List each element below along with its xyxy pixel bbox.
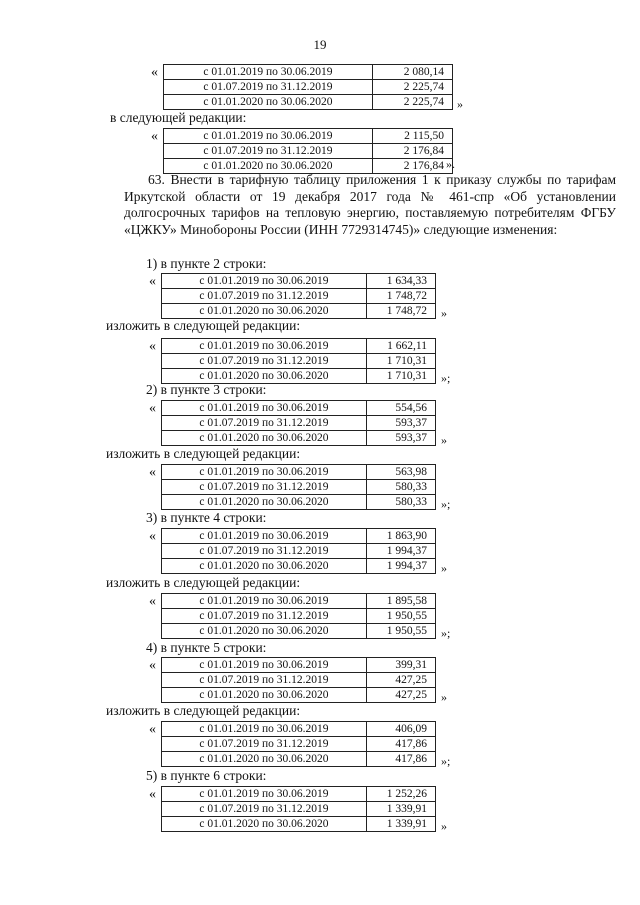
period-cell: с 01.07.2019 по 31.12.2019: [162, 673, 367, 688]
table-row: [162, 722, 436, 737]
page-number: 19: [313, 37, 327, 52]
period-cell: с 01.01.2019 по 30.06.2019: [162, 339, 367, 354]
tariff-table: [161, 786, 436, 832]
tariff-table: [161, 657, 436, 703]
period-cell: с 01.01.2019 по 30.06.2019: [162, 594, 367, 609]
open-quote: «: [149, 401, 156, 416]
tariff-table: [161, 593, 436, 639]
table-row: [162, 658, 436, 673]
open-quote: «: [149, 722, 156, 737]
table-row: [162, 544, 436, 559]
period-cell: с 01.01.2019 по 30.06.2019: [162, 274, 367, 289]
close-quote: »: [441, 690, 447, 704]
period-cell: с 01.01.2020 по 30.06.2020: [162, 752, 367, 767]
value-cell: 1 252,26: [367, 787, 436, 802]
tariff-table: [161, 338, 436, 384]
value-cell: 580,33: [367, 480, 436, 495]
open-quote: «: [149, 274, 156, 289]
table-row: [162, 529, 436, 544]
period-cell: с 01.01.2019 по 30.06.2019: [162, 787, 367, 802]
open-quote: «: [149, 339, 156, 354]
value-cell: 1 994,37: [367, 559, 436, 574]
period-cell: с 01.01.2020 по 30.06.2020: [164, 159, 373, 174]
period-cell: с 01.01.2019 по 30.06.2019: [164, 65, 373, 80]
period-cell: с 01.07.2019 по 31.12.2019: [162, 737, 367, 752]
table-row: [162, 339, 436, 354]
table-row: [162, 594, 436, 609]
table-row: [162, 787, 436, 802]
table-row: [162, 289, 436, 304]
tariff-table: [161, 528, 436, 574]
close-quote: »;: [441, 497, 451, 511]
table-row: [162, 752, 436, 767]
open-quote: «: [149, 658, 156, 673]
table-row: [164, 95, 453, 110]
table-row: [162, 431, 436, 446]
value-cell: 2 176,84: [373, 144, 453, 159]
table-row: [164, 80, 453, 95]
value-cell: 1 662,11: [367, 339, 436, 354]
period-cell: с 01.07.2019 по 31.12.2019: [162, 609, 367, 624]
value-cell: 2 225,74: [373, 80, 453, 95]
period-cell: с 01.01.2020 по 30.06.2020: [162, 369, 367, 384]
value-cell: 580,33: [367, 495, 436, 510]
value-cell: 1 710,31: [367, 354, 436, 369]
item-heading: 3) в пункте 4 строки:: [146, 510, 267, 525]
table-row: [162, 304, 436, 319]
table-row: [164, 129, 453, 144]
table-row: [162, 480, 436, 495]
value-cell: 1 950,55: [367, 624, 436, 639]
table-row: [162, 673, 436, 688]
table-row: [164, 65, 453, 80]
value-cell: 417,86: [367, 752, 436, 767]
value-cell: 1 710,31: [367, 369, 436, 384]
value-cell: 406,09: [367, 722, 436, 737]
table-row: [162, 802, 436, 817]
tariff-table-old: [163, 64, 453, 110]
open-quote: «: [149, 787, 156, 802]
value-cell: 2 080,14: [373, 65, 453, 80]
period-cell: с 01.07.2019 по 31.12.2019: [162, 544, 367, 559]
new-edition-label: в следующей редакции:: [110, 110, 247, 125]
period-cell: с 01.01.2020 по 30.06.2020: [162, 559, 367, 574]
replace-label: изложить в следующей редакции:: [106, 703, 301, 718]
item-heading: 5) в пункте 6 строки:: [146, 768, 267, 783]
period-cell: с 01.01.2020 по 30.06.2020: [164, 95, 373, 110]
value-cell: 1 634,33: [367, 274, 436, 289]
value-cell: 399,31: [367, 658, 436, 673]
replace-label: изложить в следующей редакции:: [106, 575, 301, 590]
item-heading: 2) в пункте 3 строки:: [146, 382, 267, 397]
table-row: [162, 688, 436, 703]
item-heading: 4) в пункте 5 строки:: [146, 640, 267, 655]
period-cell: с 01.01.2019 по 30.06.2019: [162, 529, 367, 544]
close-quote: »: [441, 561, 447, 575]
table-row: [162, 274, 436, 289]
value-cell: 1 863,90: [367, 529, 436, 544]
close-quote: »: [441, 306, 447, 320]
table-row: [162, 354, 436, 369]
value-cell: 563,98: [367, 465, 436, 480]
period-cell: с 01.01.2020 по 30.06.2020: [162, 431, 367, 446]
value-cell: 1 748,72: [367, 304, 436, 319]
period-cell: с 01.07.2019 по 31.12.2019: [162, 480, 367, 495]
period-cell: с 01.01.2019 по 30.06.2019: [162, 722, 367, 737]
period-cell: с 01.07.2019 по 31.12.2019: [162, 802, 367, 817]
table-row: [162, 624, 436, 639]
table-row: [162, 609, 436, 624]
value-cell: 554,56: [367, 401, 436, 416]
period-cell: с 01.01.2020 по 30.06.2020: [162, 688, 367, 703]
close-quote: »: [441, 433, 447, 447]
value-cell: 1 994,37: [367, 544, 436, 559]
open-quote: «: [149, 594, 156, 609]
replace-label: изложить в следующей редакции:: [106, 318, 301, 333]
period-cell: с 01.07.2019 по 31.12.2019: [162, 354, 367, 369]
value-cell: 593,37: [367, 431, 436, 446]
tariff-table-new: [163, 128, 453, 174]
period-cell: с 01.01.2019 по 30.06.2019: [162, 465, 367, 480]
value-cell: 2 115,50: [373, 129, 453, 144]
tariff-table: [161, 400, 436, 446]
value-cell: 427,25: [367, 688, 436, 703]
item-heading: 1) в пункте 2 строки:: [146, 256, 267, 271]
paragraph-63: 63. Внести в тарифную таблицу приложения 1 к приказу службы по тарифам Иркутской области от 19 декабря 2017 года № 461-спр «Об установлении долгосрочных тарифов на тепловую энергию, поставляемую потребителям ФГБУ «ЦЖКУ» Минобороны России (ИНН 7729314745)» следующие изменения:: [124, 172, 616, 237]
period-cell: с 01.01.2019 по 30.06.2019: [164, 129, 373, 144]
close-quote: »: [441, 819, 447, 833]
period-cell: с 01.07.2019 по 31.12.2019: [162, 416, 367, 431]
open-quote: «: [151, 65, 158, 80]
period-cell: с 01.01.2020 по 30.06.2020: [162, 304, 367, 319]
value-cell: 2 176,84: [373, 159, 453, 174]
period-cell: с 01.01.2020 по 30.06.2020: [162, 495, 367, 510]
close-quote: »;: [441, 371, 451, 385]
value-cell: 1 339,91: [367, 802, 436, 817]
close-quote: »: [457, 97, 463, 111]
table-row: [164, 144, 453, 159]
value-cell: 1 748,72: [367, 289, 436, 304]
period-cell: с 01.01.2019 по 30.06.2019: [162, 658, 367, 673]
open-quote: «: [149, 529, 156, 544]
period-cell: с 01.01.2020 по 30.06.2020: [162, 624, 367, 639]
period-cell: с 01.07.2019 по 31.12.2019: [162, 289, 367, 304]
period-cell: с 01.01.2020 по 30.06.2020: [162, 817, 367, 832]
value-cell: 417,86: [367, 737, 436, 752]
table-row: [162, 401, 436, 416]
period-cell: с 01.07.2019 по 31.12.2019: [164, 80, 373, 95]
table-row: [162, 416, 436, 431]
value-cell: 1 950,55: [367, 609, 436, 624]
tariff-table: [161, 464, 436, 510]
value-cell: 427,25: [367, 673, 436, 688]
value-cell: 1 895,58: [367, 594, 436, 609]
value-cell: 2 225,74: [373, 95, 453, 110]
open-quote: «: [149, 465, 156, 480]
table-row: [162, 817, 436, 832]
table-row: [162, 495, 436, 510]
period-cell: с 01.01.2019 по 30.06.2019: [162, 401, 367, 416]
replace-label: изложить в следующей редакции:: [106, 446, 301, 461]
tariff-table: [161, 721, 436, 767]
open-quote: «: [151, 129, 158, 144]
table-row: [162, 559, 436, 574]
close-quote: ».: [446, 157, 455, 171]
value-cell: 1 339,91: [367, 817, 436, 832]
period-cell: с 01.07.2019 по 31.12.2019: [164, 144, 373, 159]
table-row: [162, 465, 436, 480]
close-quote: »;: [441, 754, 451, 768]
table-row: [162, 737, 436, 752]
tariff-table: [161, 273, 436, 319]
close-quote: »;: [441, 626, 451, 640]
value-cell: 593,37: [367, 416, 436, 431]
